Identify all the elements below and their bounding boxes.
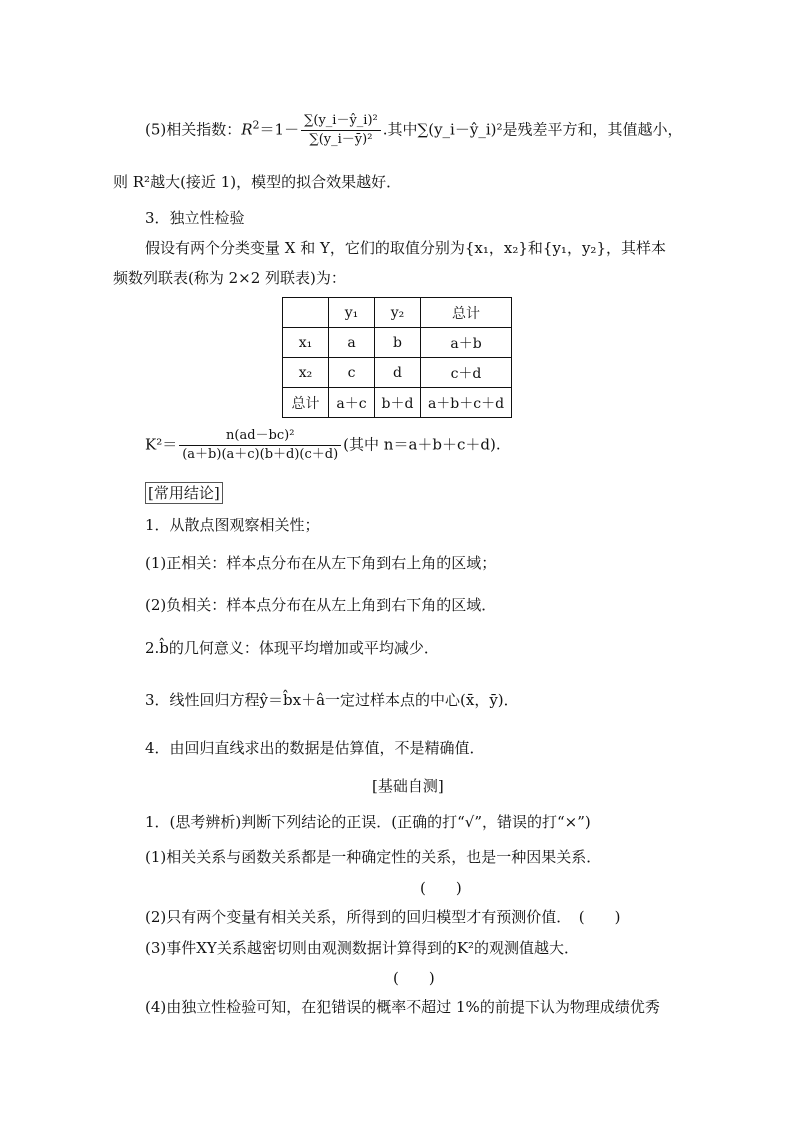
item5-label: (5)相关指数：: [145, 120, 242, 139]
para-1: 假设有两个分类变量 X 和 Y，它们的取值分别为{x₁，x₂}和{y₁，y₂}，其样本: [145, 239, 666, 257]
r2-numerator: ∑(y_i－ŷ_i)²: [301, 112, 381, 131]
table-cell: c: [329, 358, 375, 388]
table-cell: a: [329, 328, 375, 358]
conclusion-1: 1．从散点图观察相关性；: [145, 516, 320, 534]
r2-fraction: [301, 112, 381, 149]
table-row: [283, 358, 512, 388]
conclusion-1a: (1)正相关：样本点分布在从左下角到右上角的区域；: [145, 554, 497, 572]
question-1: 1．(思考辨析)判断下列结论的正误．(正确的打“√”，错误的打“×”): [145, 813, 591, 831]
answer-paren-1: ( ): [420, 879, 462, 897]
item5-mid: .其中: [382, 120, 418, 139]
table-cell: b: [375, 328, 421, 358]
item5-line: (5)相关指数：$R^2=1-$ $\frac{\text{∑(y\_i－ŷ\_i)²}}{\text{∑(y\_i－ȳ)²}}$ .其中∑(y_i－ŷ_i)²是残差平方和，其值越小，: [145, 113, 683, 147]
residual-sum: ∑(y_i－ŷ_i)²: [417, 120, 503, 139]
r2-symbol: R: [241, 120, 253, 139]
conclusion-4: 4．由回归直线求出的数据是估算值，不是精确值．: [145, 739, 485, 757]
k2-lhs: K²＝: [145, 435, 178, 454]
table-cell: x₂: [283, 358, 329, 388]
table-cell: c＋d: [421, 358, 512, 388]
basic-self-test-title: [基础自测]: [372, 777, 444, 795]
question-1-1: (1)相关关系与函数关系都是一种确定性的关系，也是一种因果关系．: [145, 848, 602, 866]
k2-fraction: [179, 427, 341, 464]
table-cell: a＋b: [421, 328, 512, 358]
question-1-4: (4)由独立性检验可知，在犯错误的概率不超过 1%的前提下认为物理成绩优秀: [145, 998, 660, 1016]
table-cell: x₁: [283, 328, 329, 358]
r2-denominator: ∑(y_i－ȳ)²: [309, 132, 373, 147]
question-1-2: (2)只有两个变量有相关关系，所得到的回归模型才有预测价值． ( ): [145, 908, 621, 926]
question-1-3: (3)事件XY关系越密切则由观测数据计算得到的K²的观测值越大．: [145, 939, 580, 957]
table-cell: y₁: [329, 298, 375, 328]
para-2: 频数列联表(称为 2×2 列联表)为：: [113, 269, 346, 287]
section-3-title: 3．独立性检验: [145, 209, 245, 227]
r2-conclusion: 则 R²越大(接近 1)，模型的拟合效果越好．: [113, 173, 402, 191]
conclusion-2: 2.b̂的几何意义：体现平均增加或平均减少．: [145, 639, 439, 657]
item5-eq: ＝1－: [259, 120, 300, 139]
table-cell: b＋d: [375, 388, 421, 418]
item5-tail: 是残差平方和，其值越小，: [502, 120, 683, 139]
conclusion-1b: (2)负相关：样本点分布在从左上角到右下角的区域．: [145, 596, 497, 614]
table-cell: d: [375, 358, 421, 388]
contingency-table: [282, 297, 512, 418]
table-cell: a＋c: [329, 388, 375, 418]
answer-paren-3: ( ): [393, 969, 435, 987]
table-row: [283, 298, 512, 328]
k2-formula: [145, 427, 501, 464]
table-row: [283, 388, 512, 418]
k2-denominator: (a＋b)(a＋c)(b＋d)(c＋d): [182, 447, 339, 462]
table-cell: 总计: [283, 388, 329, 418]
table-cell: y₂: [375, 298, 421, 328]
table-row: [283, 328, 512, 358]
table-cell: a＋b＋c＋d: [421, 388, 512, 418]
conclusion-3: 3．线性回归方程ŷ＝b̂x＋â一定过样本点的中心(x̄，ȳ)．: [145, 691, 519, 709]
table-cell: 总计: [421, 298, 512, 328]
k2-numerator: n(ad－bc)²: [179, 427, 341, 446]
k2-tail: (其中 n＝a＋b＋c＋d).: [343, 435, 501, 454]
table-cell: [283, 298, 329, 328]
common-conclusions-title: [常用结论]: [145, 482, 223, 504]
